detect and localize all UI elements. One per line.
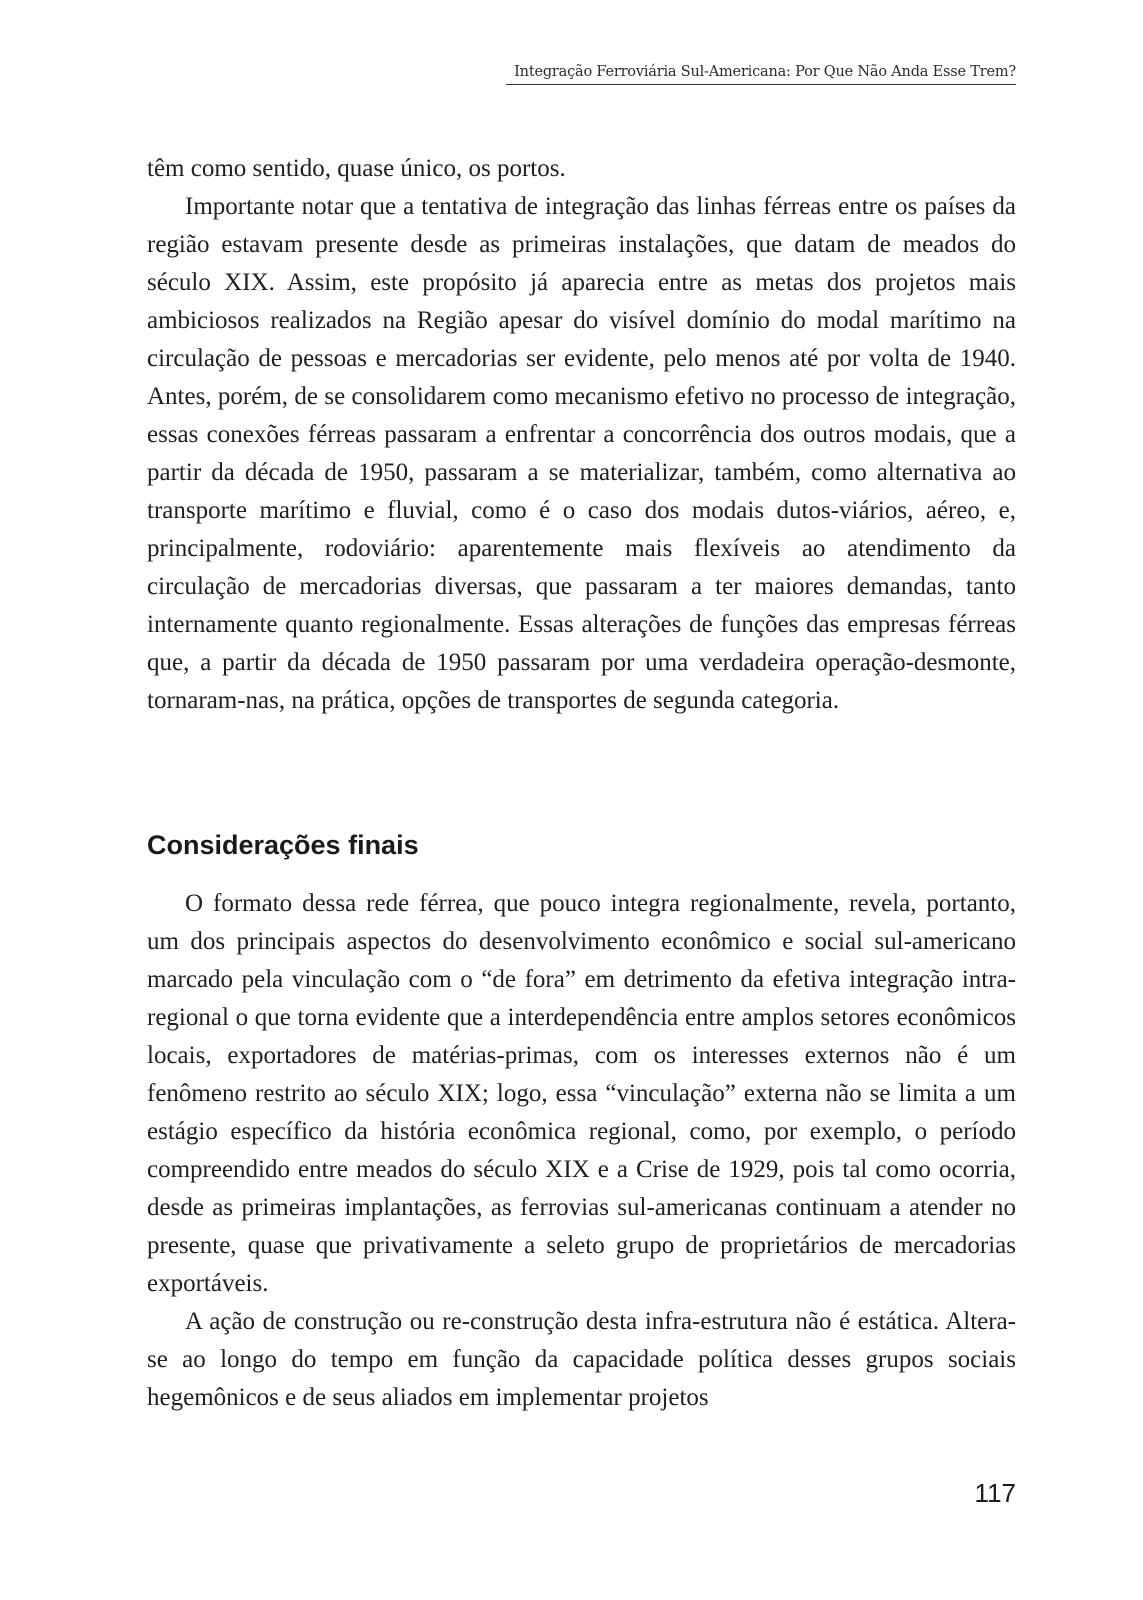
section-heading: Considerações finais (147, 830, 419, 860)
body-text-block (147, 885, 1016, 1417)
paragraph-continuation: têm como sentido, quase único, os portos. (147, 155, 566, 182)
running-header: Integração Ferroviária Sul-Americana: Por Que Não Anda Esse Trem? (506, 64, 1016, 85)
body-text-block (147, 150, 1016, 720)
paragraph: Importante notar que a tentativa de integração das linhas férreas entre os países da região estavam presente desde as primeiras instalações, que datam de meados do século XIX. Assim, este propósito já aparecia entre as metas dos projetos mais ambiciosos realizados na Região apesar do visível domínio do modal marítimo na circulação de pessoas e mercadorias ser evidente, pelo menos até por volta de 1940. Antes, porém, de se consolidarem como mecanismo efetivo no processo de integração, essas conexões férreas passaram a enfrentar a concorrência dos outros modais, que a partir da década de 1950, passaram a se materializar, também, como alternativa ao transporte marítimo e fluvial, como é o caso dos modais dutos-viários, aéreo, e, principalmente, rodoviário: aparentemente mais flexíveis ao atendimento da circulação de mercadorias diversas, que passaram a ter maiores demandas, tanto internamente quanto regionalmente. Essas alterações de funções das empresas férreas que, a partir da década de 1950 passaram por uma verdadeira operação-desmonte, tornaram-nas, na prática, opções de transportes de segunda categoria. (147, 193, 1016, 714)
paragraph: O formato dessa rede férrea, que pouco integra regionalmente, revela, portanto, um dos principais aspectos do desenvolvimento econômico e social sul-americano marcado pela vinculação com o “de fora” em detrimento da efetiva integração intra-regional o que torna evidente que a interdependência entre amplos setores econômicos locais, exportadores de matérias-primas, com os interesses externos não é um fenômeno restrito ao século XIX; logo, essa “vinculação” externa não se limita a um estágio específico da história econômica regional, como, por exemplo, o período compreendido entre meados do século XIX e a Crise de 1929, pois tal como ocorria, desde as primeiras implantações, as ferrovias sul-americanas continuam a atender no presente, quase que privativamente a seleto grupo de proprietários de mercadorias exportáveis. (147, 890, 1016, 1297)
page-number: 117 (974, 1478, 1016, 1508)
paragraph: A ação de construção ou re-construção desta infra-estrutura não é estática. Altera-se ao longo do tempo em função da capacidade política desses grupos sociais hegemônicos e de seus aliados em implementar projetos (147, 1308, 1016, 1411)
